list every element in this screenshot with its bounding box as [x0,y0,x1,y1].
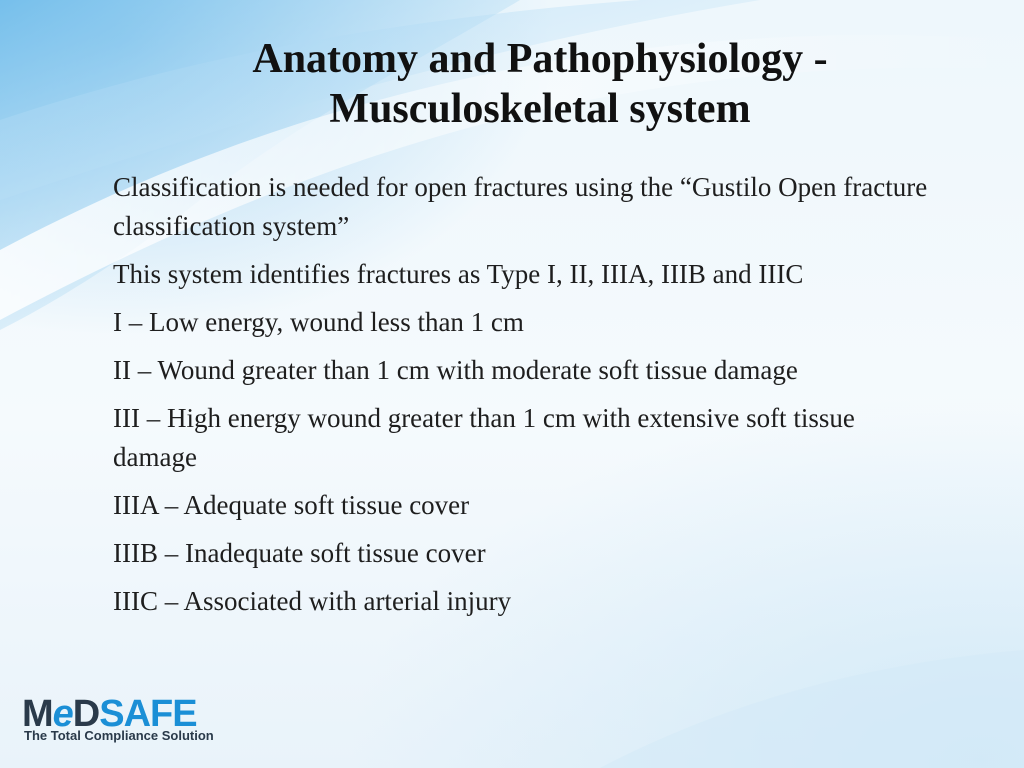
body-paragraph: IIIB – Inadequate soft tissue cover [113,538,486,568]
logo-safe-text: SAFE [99,693,197,735]
body-paragraph: IIIC – Associated with arterial injury [113,586,512,616]
body-paragraph: Classification is needed for open fractures using the “Gustilo Open fracture classification system” [113,172,928,241]
logo-tagline: The Total Compliance Solution [24,728,214,743]
medsafe-logo [22,693,232,749]
body-paragraph: This system identifies fractures as Type I, II, IIIA, IIIB and IIIC [113,259,804,289]
body-paragraph: I – Low energy, wound less than 1 cm [113,307,524,337]
logo-letter-e: e [52,693,73,735]
slide-title [150,34,930,134]
slide-title-line-2: Musculoskeletal system [329,86,751,132]
logo-letter-d: D [72,693,100,735]
body-paragraph: II – Wound greater than 1 cm with moderate soft tissue damage [113,355,798,385]
slide-title-line-1: Anatomy and Pathophysiology - [252,36,828,82]
slide-body [113,168,943,630]
logo-letter-m: M [22,693,53,735]
body-paragraph: III – High energy wound greater than 1 cm with extensive soft tissue damage [113,403,855,472]
body-paragraph: IIIA – Adequate soft tissue cover [113,490,470,520]
